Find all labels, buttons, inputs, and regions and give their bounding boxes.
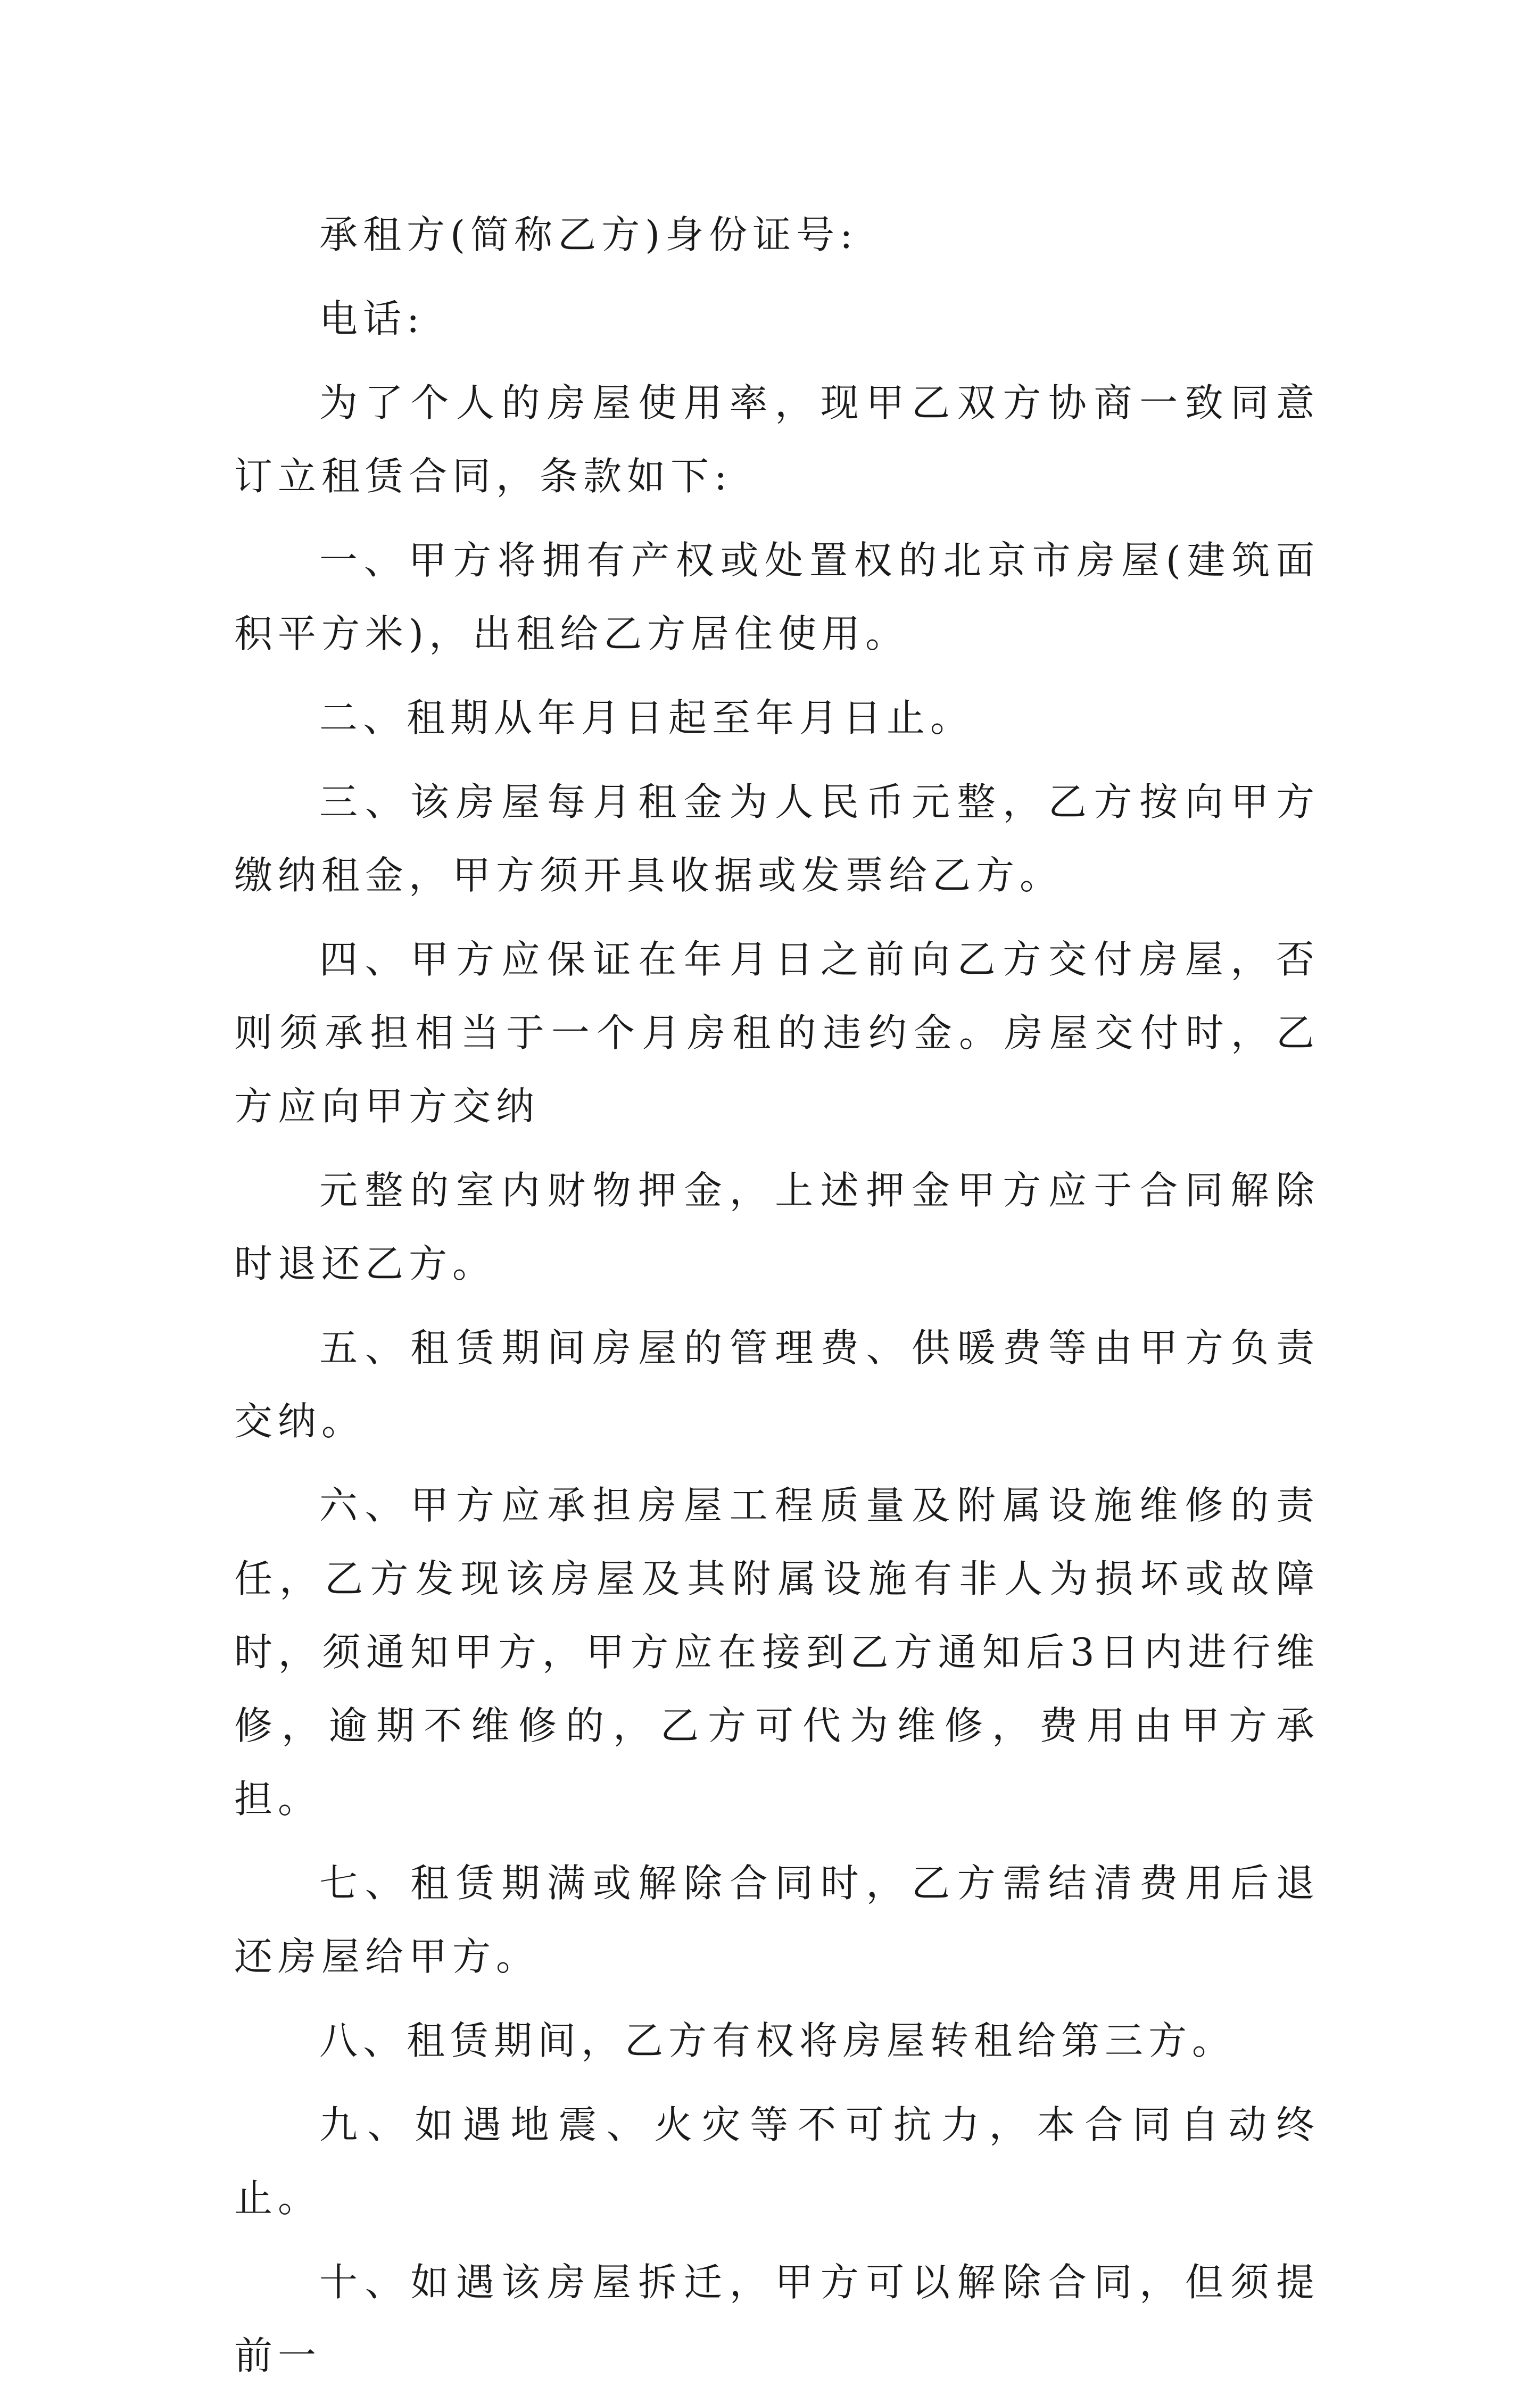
clause-1: 一、甲方将拥有产权或处置权的北京市房屋(建筑面积平方米)，出租给乙方居住使用。 — [234, 538, 1320, 656]
paragraph-phone: 电话: — [319, 296, 425, 341]
paragraph-tenant-id: 承租方(简称乙方)身份证号: — [319, 212, 858, 257]
document-body — [234, 198, 1320, 2403]
clause-3: 三、该房屋每月租金为人民币元整，乙方按向甲方缴纳租金，甲方须开具收据或发票给乙方。 — [234, 780, 1320, 898]
clause-9: 九、如遇地震、火灾等不可抗力，本合同自动终止。 — [234, 2102, 1320, 2220]
clause-6: 六、甲方应承担房屋工程质量及附属设施维修的责任，乙方发现该房屋及其附属设施有非人为损坏或故障时，须通知甲方，甲方应在接到乙方通知后3日内进行维修，逾期不维修的，乙方可代为维修，费用由甲方承担。 — [234, 1483, 1320, 1821]
clause-10: 十、如遇该房屋拆迁，甲方可以解除合同，但须提前一 — [234, 2260, 1320, 2378]
clause-7: 七、租赁期满或解除合同时，乙方需结清费用后退还房屋给甲方。 — [234, 1861, 1320, 1979]
clause-4: 四、甲方应保证在年月日之前向乙方交付房屋，否则须承担相当于一个月房租的违约金。房屋交付时，乙方应向甲方交纳 — [234, 937, 1320, 1129]
paragraph-preamble: 为了个人的房屋使用率，现甲乙双方协商一致同意订立租赁合同，条款如下: — [234, 380, 1320, 499]
clause-4-continued: 元整的室内财物押金，上述押金甲方应于合同解除时退还乙方。 — [234, 1168, 1320, 1286]
clause-8: 八、租赁期间，乙方有权将房屋转租给第三方。 — [319, 2018, 1236, 2063]
clause-5: 五、租赁期间房屋的管理费、供暖费等由甲方负责交纳。 — [234, 1325, 1320, 1444]
clause-2: 二、租期从年月日起至年月日止。 — [319, 695, 974, 740]
